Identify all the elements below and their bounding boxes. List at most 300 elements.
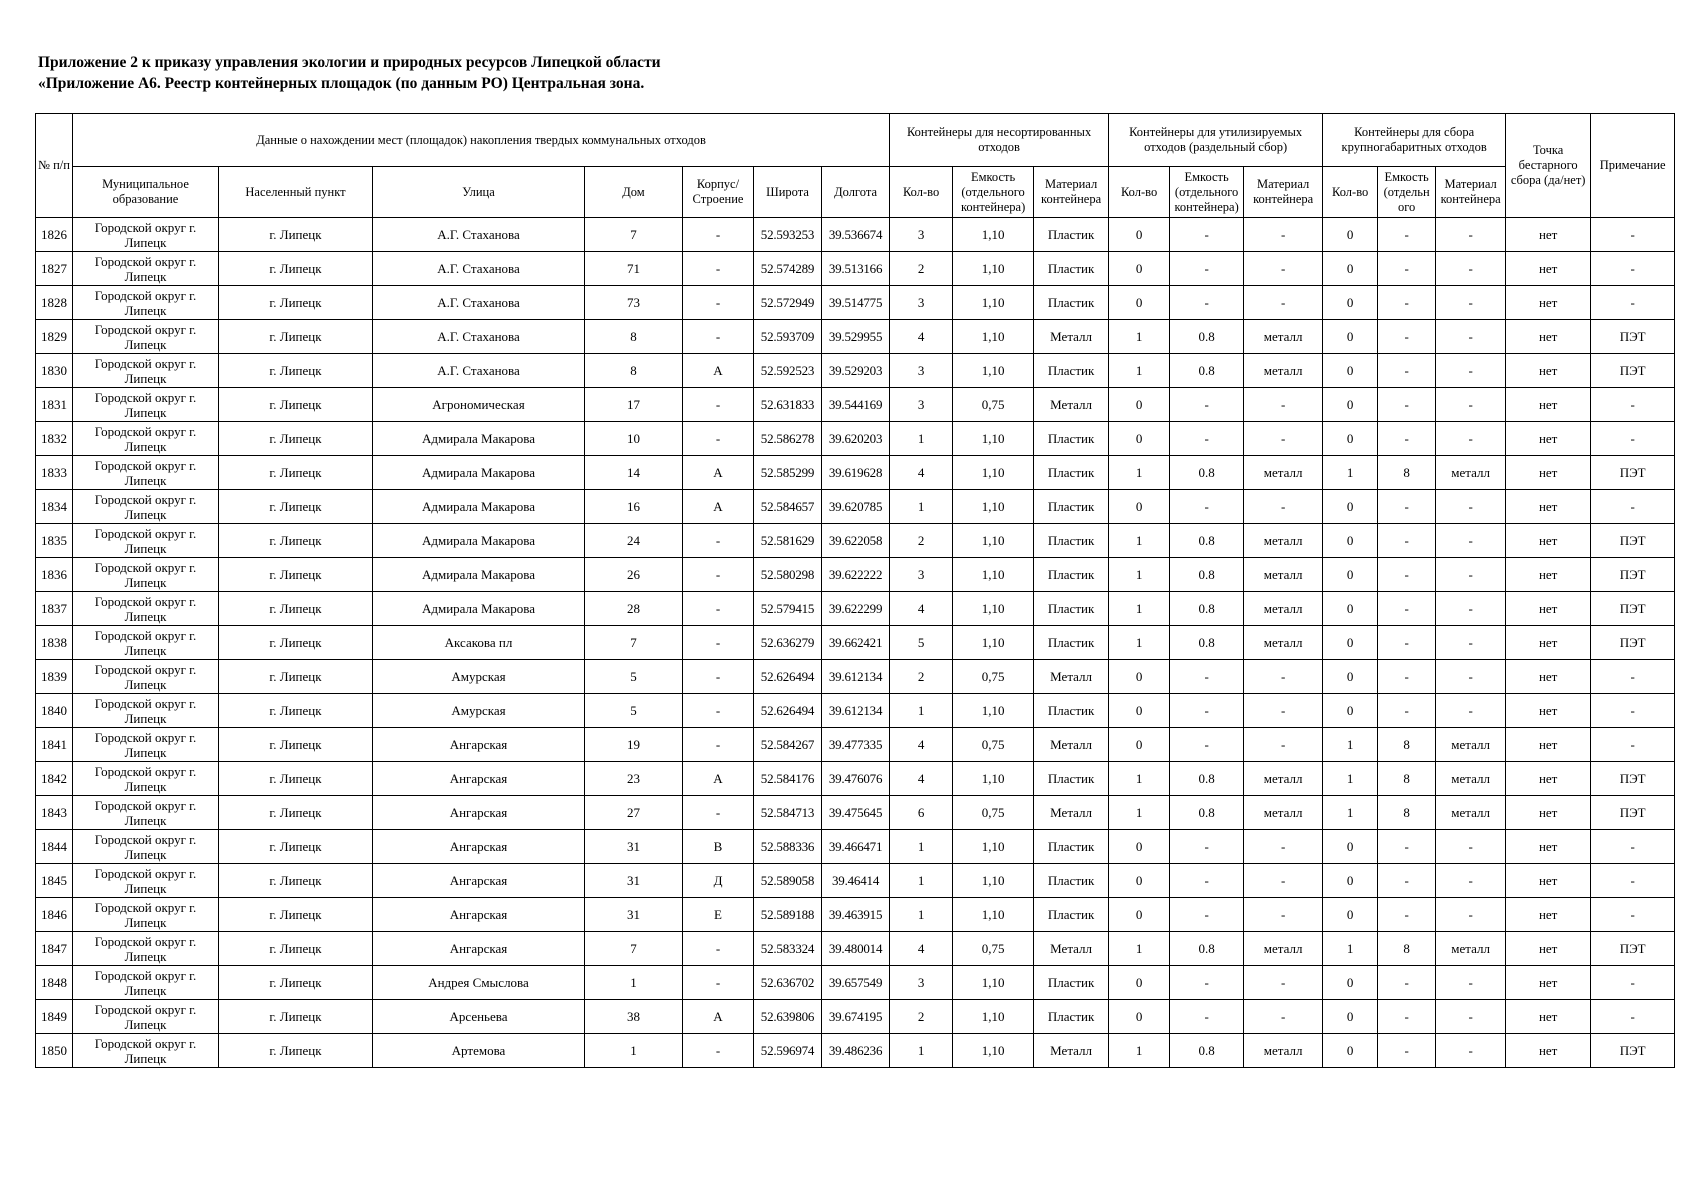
table-row — [36, 898, 1675, 932]
building-cell: А — [683, 490, 754, 524]
bulky-count-cell: 0 — [1323, 626, 1378, 660]
unsorted-material-cell: Пластик — [1034, 354, 1109, 388]
municipality-cell: Городской округ г. Липецк — [73, 660, 219, 694]
settlement-cell: г. Липецк — [219, 490, 373, 524]
bulky-capacity-cell: 8 — [1378, 728, 1436, 762]
longitude-cell: 39.475645 — [822, 796, 890, 830]
row-number: 1844 — [36, 830, 73, 864]
recycle-count-cell: 1 — [1109, 558, 1170, 592]
recycle-material-cell: - — [1244, 898, 1323, 932]
street-cell: А.Г. Стаханова — [373, 286, 585, 320]
unsorted-material-cell: Пластик — [1034, 830, 1109, 864]
bulky-capacity-cell: 8 — [1378, 456, 1436, 490]
latitude-cell: 52.583324 — [754, 932, 822, 966]
bulk-point-cell: нет — [1506, 456, 1591, 490]
municipality-cell: Городской округ г. Липецк — [73, 864, 219, 898]
title-line-1: Приложение 2 к приказу управления экологии и природных ресурсов Липецкой области — [38, 54, 661, 71]
bulky-count-cell: 0 — [1323, 660, 1378, 694]
municipality-cell: Городской округ г. Липецк — [73, 252, 219, 286]
latitude-cell: 52.580298 — [754, 558, 822, 592]
latitude-cell: 52.592523 — [754, 354, 822, 388]
recycle-capacity-cell: - — [1170, 218, 1244, 252]
recycle-count-cell: 0 — [1109, 660, 1170, 694]
longitude-cell: 39.513166 — [822, 252, 890, 286]
house-cell: 23 — [585, 762, 683, 796]
municipality-cell: Городской округ г. Липецк — [73, 524, 219, 558]
unsorted-material-cell: Пластик — [1034, 558, 1109, 592]
house-cell: 1 — [585, 1034, 683, 1068]
bulk-point-cell: нет — [1506, 626, 1591, 660]
table-row — [36, 830, 1675, 864]
building-cell: А — [683, 354, 754, 388]
unsorted-count-cell: 1 — [890, 898, 953, 932]
unsorted-capacity-cell: 0,75 — [953, 796, 1034, 830]
latitude-cell: 52.584713 — [754, 796, 822, 830]
bulky-count-cell: 1 — [1323, 932, 1378, 966]
municipality-cell: Городской округ г. Липецк — [73, 490, 219, 524]
row-number: 1840 — [36, 694, 73, 728]
bulky-count-cell: 0 — [1323, 898, 1378, 932]
building-cell: Е — [683, 898, 754, 932]
unsorted-capacity-cell: 1,10 — [953, 320, 1034, 354]
bulky-count-cell: 0 — [1323, 966, 1378, 1000]
recycle-material-cell: металл — [1244, 456, 1323, 490]
table-row — [36, 864, 1675, 898]
latitude-cell: 52.626494 — [754, 694, 822, 728]
bulky-count-cell: 1 — [1323, 456, 1378, 490]
recycle-material-cell: металл — [1244, 558, 1323, 592]
unsorted-capacity-cell: 1,10 — [953, 354, 1034, 388]
recycle-material-cell: металл — [1244, 320, 1323, 354]
bulky-capacity-cell: - — [1378, 286, 1436, 320]
header-recycle-count: Кол-во — [1109, 167, 1170, 218]
municipality-cell: Городской округ г. Липецк — [73, 388, 219, 422]
settlement-cell: г. Липецк — [219, 524, 373, 558]
recycle-count-cell: 0 — [1109, 422, 1170, 456]
longitude-cell: 39.662421 — [822, 626, 890, 660]
municipality-cell: Городской округ г. Липецк — [73, 286, 219, 320]
street-cell: Ангарская — [373, 830, 585, 864]
bulky-count-cell: 0 — [1323, 218, 1378, 252]
recycle-count-cell: 1 — [1109, 796, 1170, 830]
row-number: 1849 — [36, 1000, 73, 1034]
municipality-cell: Городской округ г. Липецк — [73, 796, 219, 830]
recycle-capacity-cell: 0.8 — [1170, 592, 1244, 626]
bulky-capacity-cell: - — [1378, 354, 1436, 388]
recycle-capacity-cell: - — [1170, 1000, 1244, 1034]
table-row — [36, 320, 1675, 354]
unsorted-capacity-cell: 1,10 — [953, 490, 1034, 524]
unsorted-capacity-cell: 1,10 — [953, 830, 1034, 864]
header-num: № п/п — [36, 114, 73, 218]
recycle-capacity-cell: - — [1170, 660, 1244, 694]
unsorted-material-cell: Металл — [1034, 728, 1109, 762]
bulk-point-cell: нет — [1506, 422, 1591, 456]
latitude-cell: 52.626494 — [754, 660, 822, 694]
document-title — [38, 52, 661, 94]
settlement-cell: г. Липецк — [219, 558, 373, 592]
building-cell: - — [683, 252, 754, 286]
latitude-cell: 52.584267 — [754, 728, 822, 762]
unsorted-capacity-cell: 1,10 — [953, 286, 1034, 320]
unsorted-material-cell: Металл — [1034, 1034, 1109, 1068]
recycle-count-cell: 0 — [1109, 388, 1170, 422]
unsorted-count-cell: 1 — [890, 490, 953, 524]
bulk-point-cell: нет — [1506, 1034, 1591, 1068]
note-cell: ПЭТ — [1591, 932, 1675, 966]
bulk-point-cell: нет — [1506, 796, 1591, 830]
bulky-count-cell: 0 — [1323, 422, 1378, 456]
bulky-material-cell: металл — [1436, 456, 1506, 490]
recycle-material-cell: - — [1244, 966, 1323, 1000]
municipality-cell: Городской округ г. Липецк — [73, 728, 219, 762]
table-row — [36, 1000, 1675, 1034]
longitude-cell: 39.612134 — [822, 660, 890, 694]
unsorted-capacity-cell: 1,10 — [953, 898, 1034, 932]
table-row — [36, 490, 1675, 524]
table-row — [36, 286, 1675, 320]
bulky-capacity-cell: - — [1378, 898, 1436, 932]
unsorted-count-cell: 2 — [890, 252, 953, 286]
settlement-cell: г. Липецк — [219, 422, 373, 456]
unsorted-material-cell: Металл — [1034, 932, 1109, 966]
table-row — [36, 762, 1675, 796]
recycle-material-cell: металл — [1244, 796, 1323, 830]
bulky-material-cell: - — [1436, 490, 1506, 524]
recycle-capacity-cell: - — [1170, 422, 1244, 456]
row-number: 1838 — [36, 626, 73, 660]
bulk-point-cell: нет — [1506, 694, 1591, 728]
row-number: 1829 — [36, 320, 73, 354]
house-cell: 8 — [585, 320, 683, 354]
table-row — [36, 728, 1675, 762]
note-cell: - — [1591, 388, 1675, 422]
header-building: Корпус/ Строение — [683, 167, 754, 218]
bulky-capacity-cell: 8 — [1378, 932, 1436, 966]
municipality-cell: Городской округ г. Липецк — [73, 320, 219, 354]
bulky-count-cell: 0 — [1323, 694, 1378, 728]
unsorted-count-cell: 3 — [890, 558, 953, 592]
latitude-cell: 52.579415 — [754, 592, 822, 626]
street-cell: Адмирала Макарова — [373, 422, 585, 456]
municipality-cell: Городской округ г. Липецк — [73, 218, 219, 252]
bulky-material-cell: - — [1436, 864, 1506, 898]
bulk-point-cell: нет — [1506, 966, 1591, 1000]
bulk-point-cell: нет — [1506, 286, 1591, 320]
table-row — [36, 592, 1675, 626]
settlement-cell: г. Липецк — [219, 320, 373, 354]
municipality-cell: Городской округ г. Липецк — [73, 830, 219, 864]
table-row — [36, 694, 1675, 728]
bulky-count-cell: 0 — [1323, 864, 1378, 898]
recycle-capacity-cell: 0.8 — [1170, 1034, 1244, 1068]
bulky-material-cell: - — [1436, 218, 1506, 252]
latitude-cell: 52.631833 — [754, 388, 822, 422]
unsorted-count-cell: 4 — [890, 456, 953, 490]
bulk-point-cell: нет — [1506, 932, 1591, 966]
bulky-capacity-cell: - — [1378, 966, 1436, 1000]
bulky-count-cell: 0 — [1323, 830, 1378, 864]
bulky-capacity-cell: - — [1378, 830, 1436, 864]
note-cell: - — [1591, 830, 1675, 864]
street-cell: Амурская — [373, 694, 585, 728]
recycle-capacity-cell: - — [1170, 286, 1244, 320]
house-cell: 10 — [585, 422, 683, 456]
recycle-capacity-cell: 0.8 — [1170, 524, 1244, 558]
longitude-cell: 39.544169 — [822, 388, 890, 422]
row-number: 1850 — [36, 1034, 73, 1068]
note-cell: ПЭТ — [1591, 762, 1675, 796]
bulky-material-cell: - — [1436, 1034, 1506, 1068]
recycle-capacity-cell: - — [1170, 388, 1244, 422]
settlement-cell: г. Липецк — [219, 1034, 373, 1068]
settlement-cell: г. Липецк — [219, 762, 373, 796]
bulky-count-cell: 0 — [1323, 1000, 1378, 1034]
house-cell: 16 — [585, 490, 683, 524]
bulky-count-cell: 0 — [1323, 388, 1378, 422]
building-cell: - — [683, 966, 754, 1000]
street-cell: Ангарская — [373, 898, 585, 932]
latitude-cell: 52.593253 — [754, 218, 822, 252]
house-cell: 31 — [585, 830, 683, 864]
note-cell: ПЭТ — [1591, 592, 1675, 626]
latitude-cell: 52.585299 — [754, 456, 822, 490]
recycle-count-cell: 0 — [1109, 830, 1170, 864]
unsorted-count-cell: 1 — [890, 694, 953, 728]
building-cell: А — [683, 762, 754, 796]
settlement-cell: г. Липецк — [219, 864, 373, 898]
longitude-cell: 39.476076 — [822, 762, 890, 796]
building-cell: - — [683, 932, 754, 966]
recycle-material-cell: металл — [1244, 354, 1323, 388]
unsorted-material-cell: Пластик — [1034, 524, 1109, 558]
recycle-count-cell: 0 — [1109, 286, 1170, 320]
bulky-count-cell: 0 — [1323, 490, 1378, 524]
latitude-cell: 52.586278 — [754, 422, 822, 456]
bulky-material-cell: - — [1436, 524, 1506, 558]
unsorted-capacity-cell: 1,10 — [953, 694, 1034, 728]
unsorted-count-cell: 2 — [890, 524, 953, 558]
unsorted-capacity-cell: 1,10 — [953, 966, 1034, 1000]
settlement-cell: г. Липецк — [219, 218, 373, 252]
row-number: 1837 — [36, 592, 73, 626]
building-cell: - — [683, 796, 754, 830]
note-cell: ПЭТ — [1591, 626, 1675, 660]
street-cell: Адмирала Макарова — [373, 558, 585, 592]
recycle-capacity-cell: - — [1170, 864, 1244, 898]
table-row — [36, 456, 1675, 490]
settlement-cell: г. Липецк — [219, 592, 373, 626]
house-cell: 7 — [585, 626, 683, 660]
house-cell: 19 — [585, 728, 683, 762]
building-cell: - — [683, 728, 754, 762]
table-body — [36, 218, 1675, 1068]
recycle-count-cell: 0 — [1109, 898, 1170, 932]
building-cell: - — [683, 286, 754, 320]
street-cell: Агрономическая — [373, 388, 585, 422]
building-cell: - — [683, 320, 754, 354]
unsorted-capacity-cell: 1,10 — [953, 626, 1034, 660]
building-cell: - — [683, 558, 754, 592]
recycle-material-cell: - — [1244, 1000, 1323, 1034]
bulky-capacity-cell: - — [1378, 558, 1436, 592]
recycle-capacity-cell: 0.8 — [1170, 932, 1244, 966]
recycle-count-cell: 0 — [1109, 694, 1170, 728]
bulk-point-cell: нет — [1506, 864, 1591, 898]
header-bulk-point: Точка бестарного сбора (да/нет) — [1506, 114, 1591, 218]
bulky-capacity-cell: - — [1378, 1000, 1436, 1034]
latitude-cell: 52.596974 — [754, 1034, 822, 1068]
bulky-material-cell: - — [1436, 966, 1506, 1000]
recycle-capacity-cell: 0.8 — [1170, 762, 1244, 796]
row-number: 1839 — [36, 660, 73, 694]
bulky-capacity-cell: - — [1378, 422, 1436, 456]
unsorted-count-cell: 2 — [890, 660, 953, 694]
unsorted-capacity-cell: 0,75 — [953, 932, 1034, 966]
note-cell: ПЭТ — [1591, 796, 1675, 830]
bulky-material-cell: - — [1436, 286, 1506, 320]
note-cell: - — [1591, 728, 1675, 762]
row-number: 1830 — [36, 354, 73, 388]
bulky-capacity-cell: - — [1378, 252, 1436, 286]
settlement-cell: г. Липецк — [219, 626, 373, 660]
street-cell: Ангарская — [373, 932, 585, 966]
bulk-point-cell: нет — [1506, 524, 1591, 558]
recycle-capacity-cell: - — [1170, 490, 1244, 524]
row-number: 1832 — [36, 422, 73, 456]
bulky-capacity-cell: - — [1378, 490, 1436, 524]
recycle-capacity-cell: - — [1170, 898, 1244, 932]
recycle-material-cell: - — [1244, 660, 1323, 694]
table-row — [36, 1034, 1675, 1068]
street-cell: Ангарская — [373, 796, 585, 830]
settlement-cell: г. Липецк — [219, 932, 373, 966]
note-cell: ПЭТ — [1591, 354, 1675, 388]
recycle-count-cell: 0 — [1109, 490, 1170, 524]
recycle-count-cell: 0 — [1109, 728, 1170, 762]
unsorted-count-cell: 1 — [890, 1034, 953, 1068]
recycle-material-cell: металл — [1244, 1034, 1323, 1068]
note-cell: - — [1591, 898, 1675, 932]
latitude-cell: 52.574289 — [754, 252, 822, 286]
row-number: 1833 — [36, 456, 73, 490]
unsorted-count-cell: 4 — [890, 932, 953, 966]
header-unsorted-count: Кол-во — [890, 167, 953, 218]
recycle-material-cell: металл — [1244, 762, 1323, 796]
header-row-groups — [36, 114, 1675, 167]
recycle-count-cell: 0 — [1109, 864, 1170, 898]
bulk-point-cell: нет — [1506, 354, 1591, 388]
recycle-count-cell: 0 — [1109, 218, 1170, 252]
note-cell: - — [1591, 864, 1675, 898]
longitude-cell: 39.477335 — [822, 728, 890, 762]
longitude-cell: 39.536674 — [822, 218, 890, 252]
recycle-capacity-cell: 0.8 — [1170, 558, 1244, 592]
settlement-cell: г. Липецк — [219, 660, 373, 694]
recycle-capacity-cell: 0.8 — [1170, 796, 1244, 830]
row-number: 1847 — [36, 932, 73, 966]
bulk-point-cell: нет — [1506, 218, 1591, 252]
bulky-material-cell: - — [1436, 898, 1506, 932]
unsorted-capacity-cell: 0,75 — [953, 388, 1034, 422]
house-cell: 38 — [585, 1000, 683, 1034]
bulk-point-cell: нет — [1506, 762, 1591, 796]
latitude-cell: 52.572949 — [754, 286, 822, 320]
building-cell: - — [683, 422, 754, 456]
municipality-cell: Городской округ г. Липецк — [73, 762, 219, 796]
bulky-material-cell: металл — [1436, 796, 1506, 830]
municipality-cell: Городской округ г. Липецк — [73, 1034, 219, 1068]
unsorted-material-cell: Металл — [1034, 660, 1109, 694]
street-cell: Адмирала Макарова — [373, 490, 585, 524]
recycle-capacity-cell: 0.8 — [1170, 626, 1244, 660]
street-cell: А.Г. Стаханова — [373, 320, 585, 354]
header-street: Улица — [373, 167, 585, 218]
row-number: 1836 — [36, 558, 73, 592]
bulky-capacity-cell: - — [1378, 524, 1436, 558]
bulk-point-cell: нет — [1506, 830, 1591, 864]
bulky-material-cell: металл — [1436, 762, 1506, 796]
building-cell: - — [683, 592, 754, 626]
unsorted-count-cell: 1 — [890, 830, 953, 864]
bulky-material-cell: металл — [1436, 932, 1506, 966]
unsorted-material-cell: Пластик — [1034, 592, 1109, 626]
table-row — [36, 354, 1675, 388]
street-cell: Андрея Смыслова — [373, 966, 585, 1000]
bulky-capacity-cell: - — [1378, 388, 1436, 422]
unsorted-material-cell: Металл — [1034, 388, 1109, 422]
table-row — [36, 524, 1675, 558]
unsorted-count-cell: 1 — [890, 864, 953, 898]
street-cell: Адмирала Макарова — [373, 456, 585, 490]
unsorted-count-cell: 4 — [890, 320, 953, 354]
house-cell: 7 — [585, 932, 683, 966]
street-cell: Амурская — [373, 660, 585, 694]
longitude-cell: 39.529203 — [822, 354, 890, 388]
building-cell: - — [683, 388, 754, 422]
recycle-capacity-cell: - — [1170, 694, 1244, 728]
header-unsorted-group: Контейнеры для несортированных отходов — [890, 114, 1109, 167]
bulk-point-cell: нет — [1506, 490, 1591, 524]
bulky-material-cell: - — [1436, 558, 1506, 592]
bulk-point-cell: нет — [1506, 320, 1591, 354]
building-cell: - — [683, 218, 754, 252]
recycle-count-cell: 1 — [1109, 456, 1170, 490]
settlement-cell: г. Липецк — [219, 966, 373, 1000]
unsorted-count-cell: 4 — [890, 592, 953, 626]
building-cell: А — [683, 1000, 754, 1034]
unsorted-material-cell: Пластик — [1034, 422, 1109, 456]
bulky-material-cell: - — [1436, 830, 1506, 864]
house-cell: 8 — [585, 354, 683, 388]
street-cell: Артемова — [373, 1034, 585, 1068]
settlement-cell: г. Липецк — [219, 830, 373, 864]
bulky-count-cell: 1 — [1323, 796, 1378, 830]
unsorted-material-cell: Пластик — [1034, 694, 1109, 728]
bulk-point-cell: нет — [1506, 660, 1591, 694]
recycle-material-cell: металл — [1244, 524, 1323, 558]
unsorted-capacity-cell: 1,10 — [953, 592, 1034, 626]
unsorted-count-cell: 3 — [890, 966, 953, 1000]
bulky-capacity-cell: - — [1378, 694, 1436, 728]
bulky-count-cell: 0 — [1323, 354, 1378, 388]
row-number: 1846 — [36, 898, 73, 932]
settlement-cell: г. Липецк — [219, 388, 373, 422]
note-cell: - — [1591, 660, 1675, 694]
latitude-cell: 52.589188 — [754, 898, 822, 932]
recycle-material-cell: металл — [1244, 626, 1323, 660]
recycle-count-cell: 1 — [1109, 762, 1170, 796]
